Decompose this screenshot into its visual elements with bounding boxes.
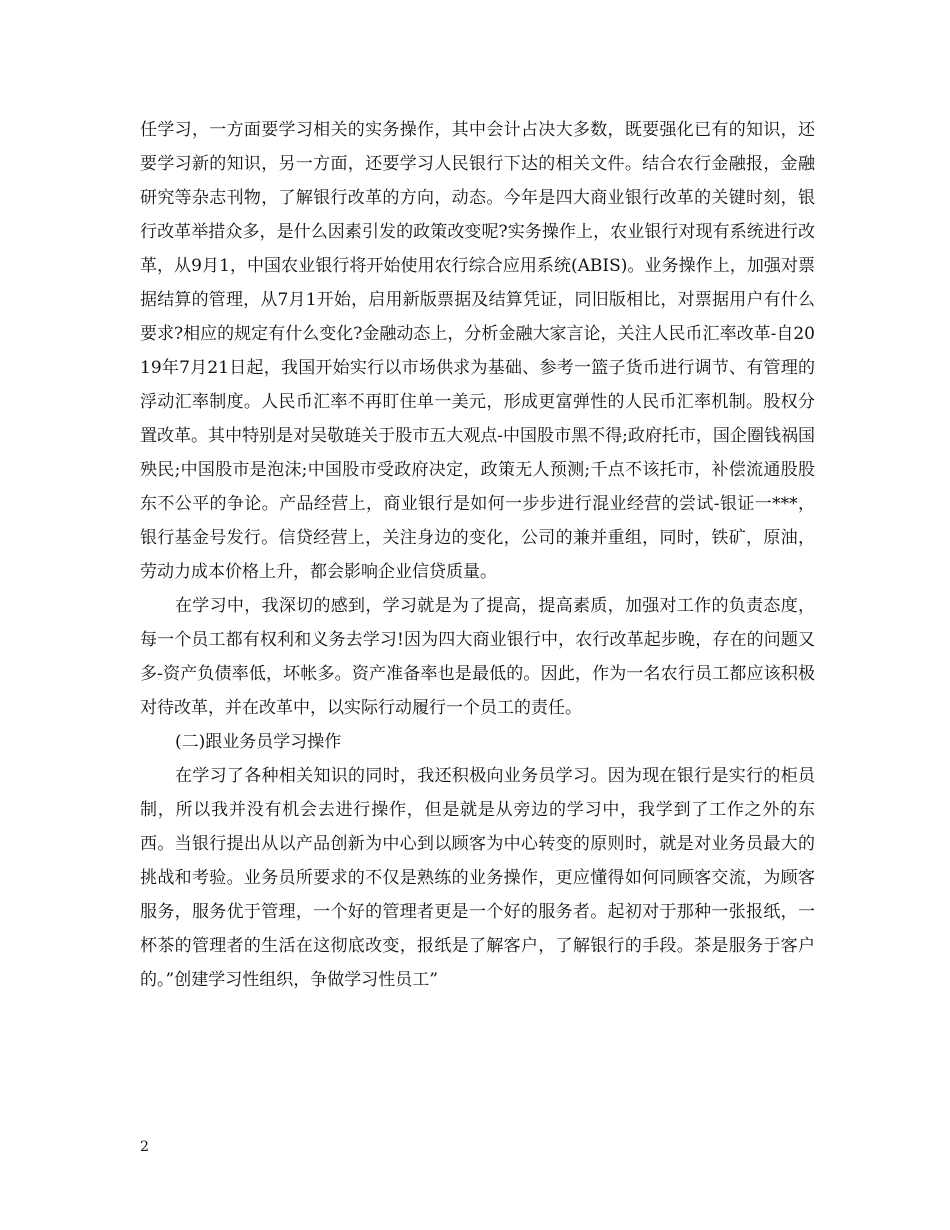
section-heading: (二)跟业务员学习操作 [175, 732, 342, 752]
paragraph-2: 在学习中，我深切的感到，学习就是为了提高，提高素质，加强对工作的负责态度，每一个员工都有权利和义务去学习!因为四大商业银行中，农行改革起步晚，存在的问题又多-资产负债率低，坏帐多。资产准备率也是最低的。因此，作为一名农行员工都应该积极对待改革，并在改革中，以实际行动履行一个员工的责任。 [140, 596, 815, 718]
body-text [140, 113, 815, 997]
page-number: 2 [140, 1139, 149, 1155]
paragraph-3: 在学习了各种相关知识的同时，我还积极向业务员学习。因为现在银行是实行的柜员制，所以我并没有机会去进行操作，但是就是从旁边的学习中，我学到了工作之外的东西。当银行提出从以产品创新为中心到以顾客为中心转变的原则时，就是对业务员最大的挑战和考验。业务员所要求的不仅是熟练的业务操作，更应懂得如何同顾客交流，为顾客服务，服务优于管理，一个好的管理者更是一个好的服务者。起初对于那种一张报纸，一杯茶的管理者的生活在这彻底改变，报纸是了解客户，了解银行的手段。茶是服务于客户的。”创建学习性组织，争做学习性员工” [140, 766, 815, 990]
paragraph-1: 任学习，一方面要学习相关的实务操作，其中会计占决大多数，既要强化已有的知识，还要学习新的知识，另一方面，还要学习人民银行下达的相关文件。结合农行金融报，金融研究等杂志刊物，了解银行改革的方向，动态。今年是四大商业银行改革的关键时刻，银行改革举措众多，是什么因素引发的政策改变呢?实务操作上，农业银行对现有系统进行改革，从9月1，中国农业银行将开始使用农行综合应用系统(ABIS)。业务操作上，加强对票据结算的管理，从7月1开始，启用新版票据及结算凭证，同旧版相比，对票据用户有什么要求?相应的规定有什么变化?金融动态上，分析金融大家言论，关注人民币汇率改革-自2019年7月21日起，我国开始实行以市场供求为基础、参考一篮子货币进行调节、有管理的浮动汇率制度。人民币汇率不再盯住单一美元，形成更富弹性的人民币汇率机制。股权分置改革。其中特别是对吴敬琏关于股市五大观点-中国股市黑不得;政府托市，国企圈钱祸国殃民;中国股市是泡沫;中国股市受政府决定，政策无人预测;千点不该托市，补偿流通股股东不公平的争论。产品经营上，商业银行是如何一步步进行混业经营的尝试-银证一***，银行基金号发行。信贷经营上，关注身边的变化，公司的兼并重组，同时，铁矿，原油，劳动力成本价格上升，都会影响企业信贷质量。 [140, 120, 815, 582]
